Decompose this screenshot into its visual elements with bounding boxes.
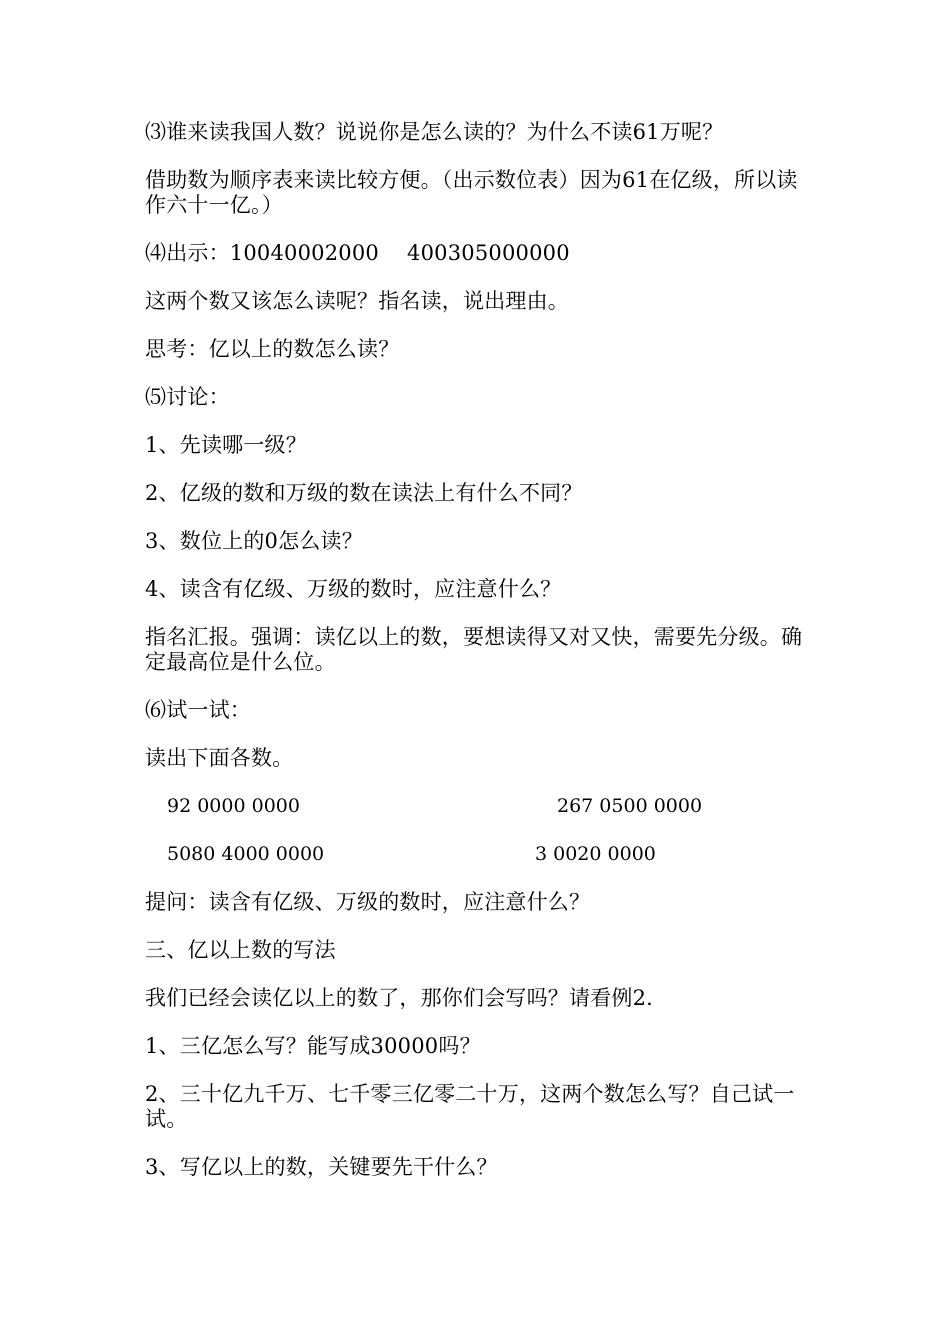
discussion-item-3: 3、数位上的0怎么读？ <box>145 529 363 553</box>
paragraph-think: 思考：亿以上的数怎么读？ <box>145 337 400 361</box>
paragraph-try-heading: ⑹试一试： <box>145 698 251 722</box>
paragraph-example-2: 我们已经会读亿以上的数了，那你们会写吗？请看例2. <box>145 986 654 1010</box>
writing-item-3: 3、写亿以上的数，关键要先干什么？ <box>145 1155 498 1179</box>
discussion-item-1: 1、先读哪一级？ <box>145 433 307 457</box>
paragraph-ask: 提问：读含有亿级、万级的数时，应注意什么？ <box>145 890 591 914</box>
number-right: 3 0020 0000 <box>535 843 656 865</box>
paragraph-how-to-read: 这两个数又该怎么读呢？指名读，说出理由。 <box>145 289 569 313</box>
document-body <box>145 120 813 1203</box>
discussion-item-4: 4、读含有亿级、万级的数时，应注意什么？ <box>145 577 562 601</box>
paragraph-discussion-heading: ⑸讨论： <box>145 385 230 409</box>
number-row <box>145 794 813 819</box>
writing-item-2: 2、三十亿九千万、七千零三亿零二十万，这两个数怎么写？自己试一试。 <box>145 1082 795 1131</box>
number-row <box>145 842 813 867</box>
number-left: 5080 4000 0000 <box>167 843 325 865</box>
paragraph-place-value-explanation: 借助数为顺序表来读比较方便。（出示数位表）因为61在亿级，所以读作六十一亿。） <box>145 168 798 217</box>
paragraph-show-numbers: ⑷出示：10040002000 400305000000 <box>145 241 570 265</box>
number-left: 92 0000 0000 <box>167 795 300 817</box>
section-heading-writing: 三、亿以上数的写法 <box>145 938 336 962</box>
number-right: 267 0500 0000 <box>557 795 703 817</box>
paragraph-question-3: ⑶谁来读我国人数？说说你是怎么读的？为什么不读61万呢？ <box>145 120 724 144</box>
discussion-item-2: 2、亿级的数和万级的数在读法上有什么不同？ <box>145 481 583 505</box>
paragraph-report-emphasis: 指名汇报。强调：读亿以上的数，要想读得又对又快，需要先分级。确定最高位是什么位。 <box>145 625 803 674</box>
paragraph-read-numbers: 读出下面各数。 <box>145 746 294 770</box>
writing-item-1: 1、三亿怎么写？能写成30000吗？ <box>145 1034 481 1058</box>
